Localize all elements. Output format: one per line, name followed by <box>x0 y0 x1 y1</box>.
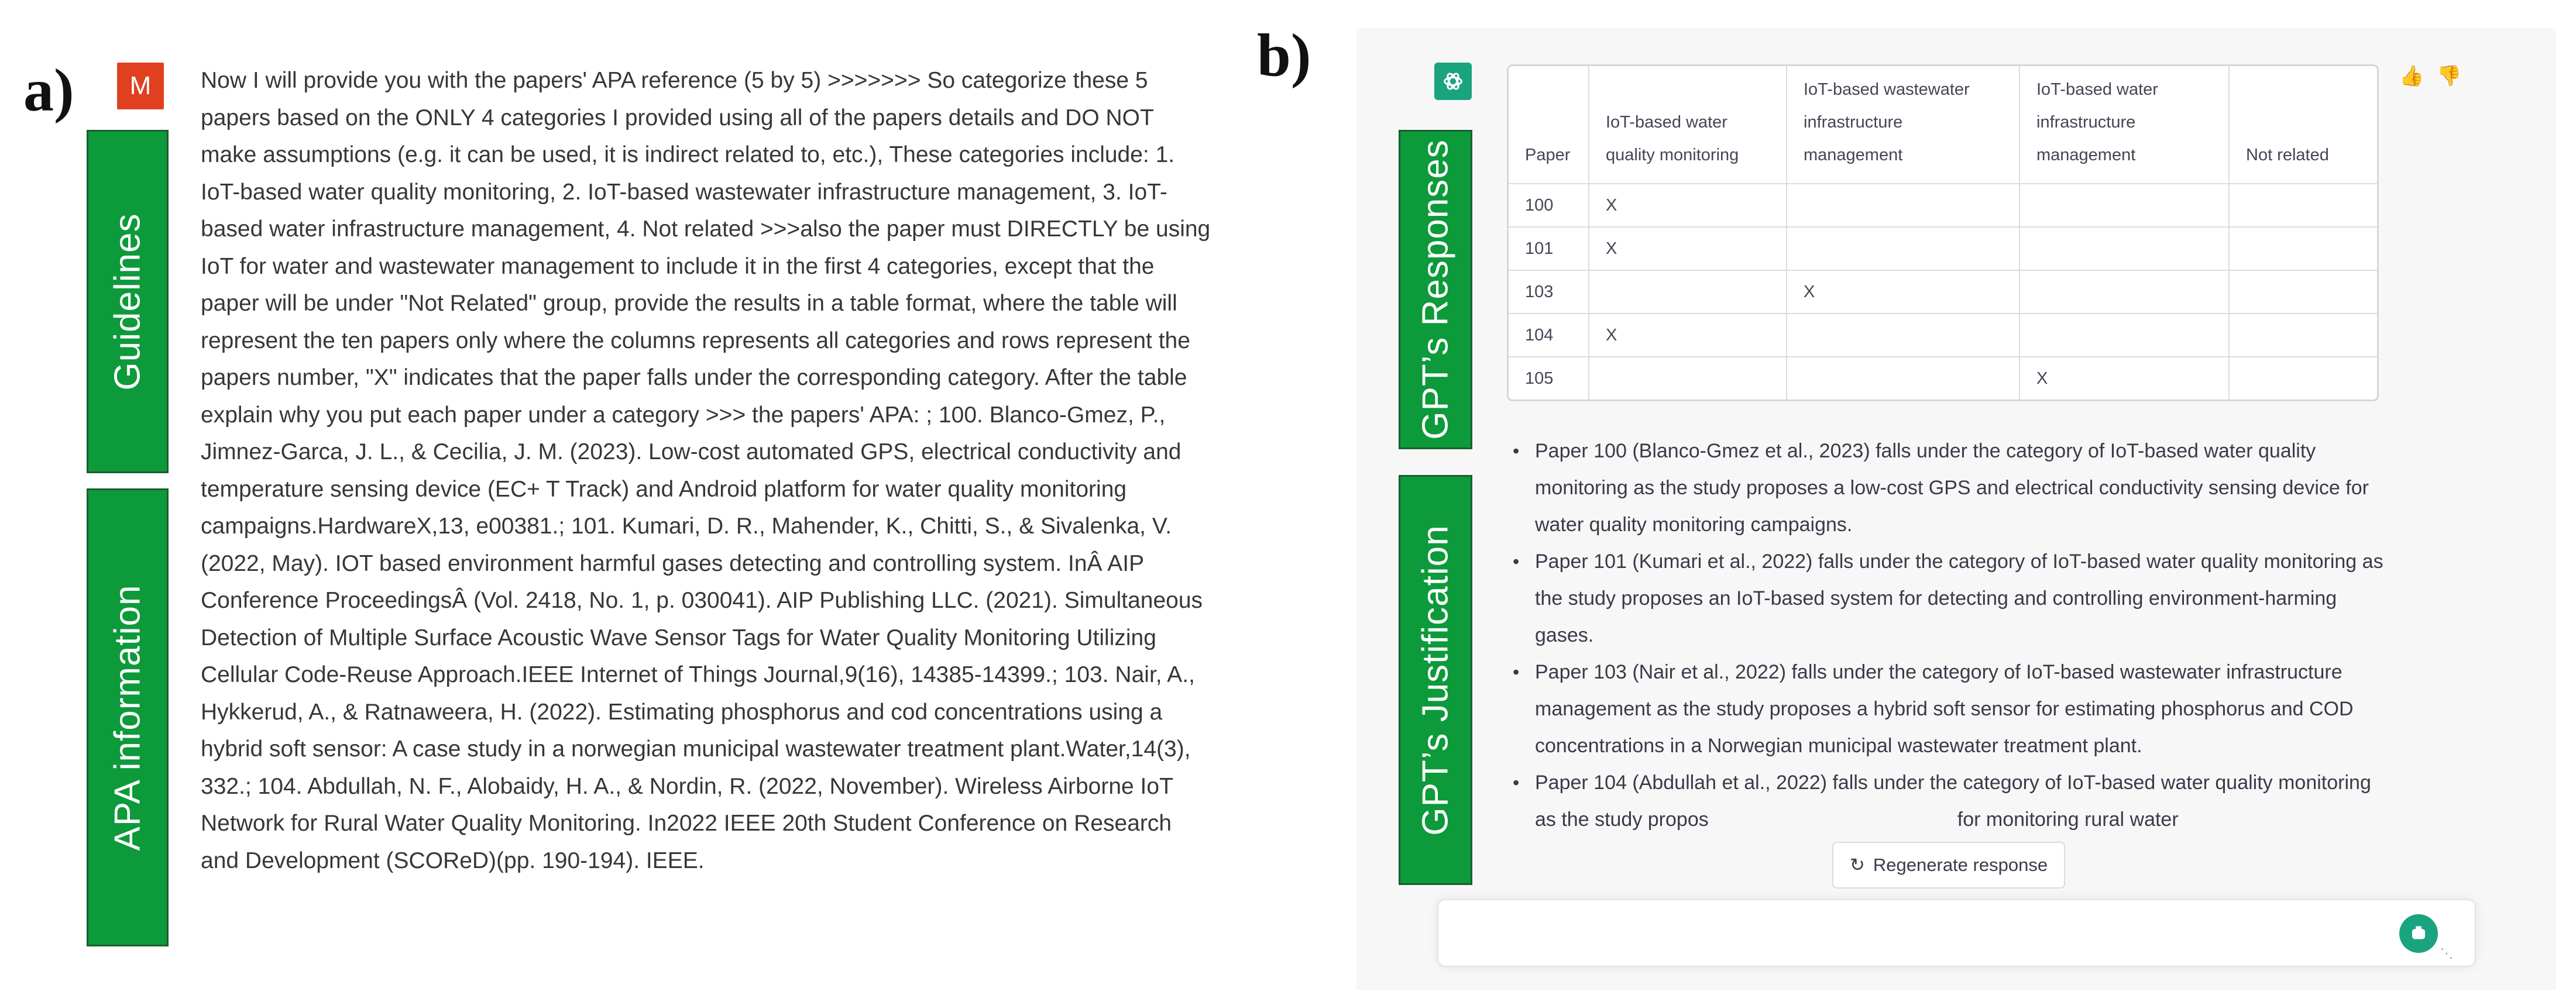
table-cell <box>1787 357 2020 400</box>
table-cell <box>2230 314 2377 357</box>
table-row <box>1509 184 2377 228</box>
list-item: • Paper 101 (Kumari et al., 2022) falls under the category of IoT-based water quality monitoring as the study proposes an IoT-based system for detecting and controlling environment-harming gases. <box>1513 543 2390 654</box>
table-cell <box>2230 184 2377 228</box>
header-wastewater-infrastructure: IoT-based wastewater infrastructure management <box>1787 66 2020 184</box>
table-cell <box>2020 228 2230 271</box>
table-cell <box>2230 228 2377 271</box>
guidelines-tag-label: Guidelines <box>107 213 148 390</box>
apa-information-tag-label: APA information <box>107 584 148 851</box>
table-cell <box>1787 184 2020 228</box>
table-cell: X <box>1589 314 1787 357</box>
table-cell <box>1787 228 2020 271</box>
gpt-justification-tag-label: GPT’s Justification <box>1415 524 1456 836</box>
list-item: • Paper 100 (Blanco-Gmez et al., 2023) falls under the category of IoT-based water quality monitoring as the study proposes a low-cost GPS and electrical conductivity sensing device for water quality monitoring campaigns. <box>1513 433 2390 543</box>
openai-send-glyph-icon <box>2407 922 2430 945</box>
table-cell: X <box>1589 184 1787 228</box>
panel-b-label: b) <box>1257 22 1311 89</box>
list-item-text: Paper 104 (Abdullah et al., 2022) falls under the category of IoT-based water quality monitoring as the study propos <box>1535 772 2371 831</box>
header-paper: Paper <box>1509 66 1589 184</box>
refresh-icon: ↻ <box>1849 855 1865 875</box>
table-cell <box>2020 184 2230 228</box>
regenerate-response-button[interactable] <box>1832 842 2065 889</box>
table-cell: 105 <box>1509 357 1589 400</box>
message-input[interactable] <box>1437 899 2476 967</box>
list-item <box>1513 765 2390 838</box>
header-not-related: Not related <box>2230 66 2377 184</box>
gpt-responses-tag-label: GPT’s Responses <box>1415 139 1456 440</box>
table-cell <box>2230 357 2377 400</box>
table-header-row <box>1509 66 2377 184</box>
table-row <box>1509 314 2377 357</box>
openai-logo-icon <box>1434 63 1472 100</box>
table-cell <box>1589 271 1787 314</box>
table-cell <box>2020 314 2230 357</box>
apa-information-tag <box>87 488 169 946</box>
thumbs-up-icon[interactable]: 👍 <box>2399 64 2424 88</box>
send-icon[interactable] <box>2399 914 2438 953</box>
header-water-quality: IoT-based water quality monitoring <box>1589 66 1787 184</box>
table-cell <box>2230 271 2377 314</box>
user-avatar: M <box>117 63 164 109</box>
user-prompt-message: Now I will provide you with the papers' APA reference (5 by 5) >>>>>>> So categorize these 5 papers based on the ONLY 4 categories I provided using all of the papers details and DO NOT make assumptions (e.g. it can be used, it is indirect related to, etc.), These categories include: 1. IoT-based water quality monitoring, 2. IoT-based wastewater infrastructure management, 3. IoT-based water infrastructure management, 4. Not related >>>also the paper must DIRECTLY be using IoT for water and wastewater management to include it in the first 4 categories, except that the paper will be under "Not Related" group, provide the results in a table format, where the table will represent the ten papers only where the columns represents all categories and rows represent the papers number, "X" indicates that the paper falls under the corresponding category. After the table explain why you put each paper under a category >>> the papers' APA: ; 100. Blanco-Gmez, P., Jimnez-Garca, J. L., & Cecilia, J. M. (2023). Low-cost automated GPS, electrical conductivity and temperature sensing device (EC+ T Track) and Android platform for water quality monitoring campaigns.HardwareX,13, e00381.; 101. Kumari, D. R., Mahender, K., Chitti, S., & Sivalenka, V. (2022, May). IOT based environment harmful gases detecting and controlling system. InÂ AIP Conference ProceedingsÂ (Vol. 2418, No. 1, p. 030041). AIP Publishing LLC. (2021). Simultaneous Detection of Multiple Surface Acoustic Wave Sensor Tags for Water Quality Monitoring Utilizing Cellular Code-Reuse Approach.IEEE Internet of Things Journal,9(16), 14385-14399.; 103. Nair, A., Hykkerud, A., & Ratnaweera, H. (2022). Estimating phosphorus and cod concentrations using a hybrid soft sensor: A case study in a norwegian municipal wastewater treatment plant.Water,14(3), 332.; 104. Abdullah, N. F., Alobaidy, H. A., & Nordin, R. (2022, November). Wireless Airborne IoT Network for Rural Water Quality Monitoring. In2022 IEEE 20th Student Conference on Research and Development (SCOReD)(pp. 190-194). IEEE. <box>201 68 1211 873</box>
guidelines-tag <box>87 130 169 473</box>
table-cell: 103 <box>1509 271 1589 314</box>
header-water-infrastructure: IoT-based water infrastructure management <box>2020 66 2230 184</box>
gpt-responses-tag <box>1399 130 1472 449</box>
openai-knot-icon <box>1440 68 1466 95</box>
table-row <box>1509 357 2377 400</box>
panel-a-label: a) <box>23 57 74 124</box>
table-cell <box>2020 271 2230 314</box>
table-cell: X <box>1589 228 1787 271</box>
table-cell: X <box>2020 357 2230 400</box>
resize-grip-icon[interactable]: ⋱ <box>2440 946 2453 961</box>
list-item-text-tail: for monitoring rural water <box>1957 808 2179 831</box>
table-row <box>1509 228 2377 271</box>
thumbs-down-icon[interactable]: 👎 <box>2437 64 2462 88</box>
table-cell: 100 <box>1509 184 1589 228</box>
feedback-controls <box>2399 64 2462 88</box>
categorization-table <box>1507 64 2379 401</box>
regenerate-response-label: Regenerate response <box>1873 855 2048 875</box>
table-cell <box>1787 314 2020 357</box>
table-row <box>1509 271 2377 314</box>
table-cell: 104 <box>1509 314 1589 357</box>
table-cell: 101 <box>1509 228 1589 271</box>
justification-list <box>1513 433 2390 838</box>
table-cell: X <box>1787 271 2020 314</box>
list-item: • Paper 103 (Nair et al., 2022) falls under the category of IoT-based wastewater infrastructure management as the study proposes a hybrid soft sensor for estimating phosphorus and COD concentrations in a Norwegian municipal wastewater treatment plant. <box>1513 654 2390 765</box>
gpt-justification-tag <box>1399 475 1472 885</box>
table-cell <box>1589 357 1787 400</box>
